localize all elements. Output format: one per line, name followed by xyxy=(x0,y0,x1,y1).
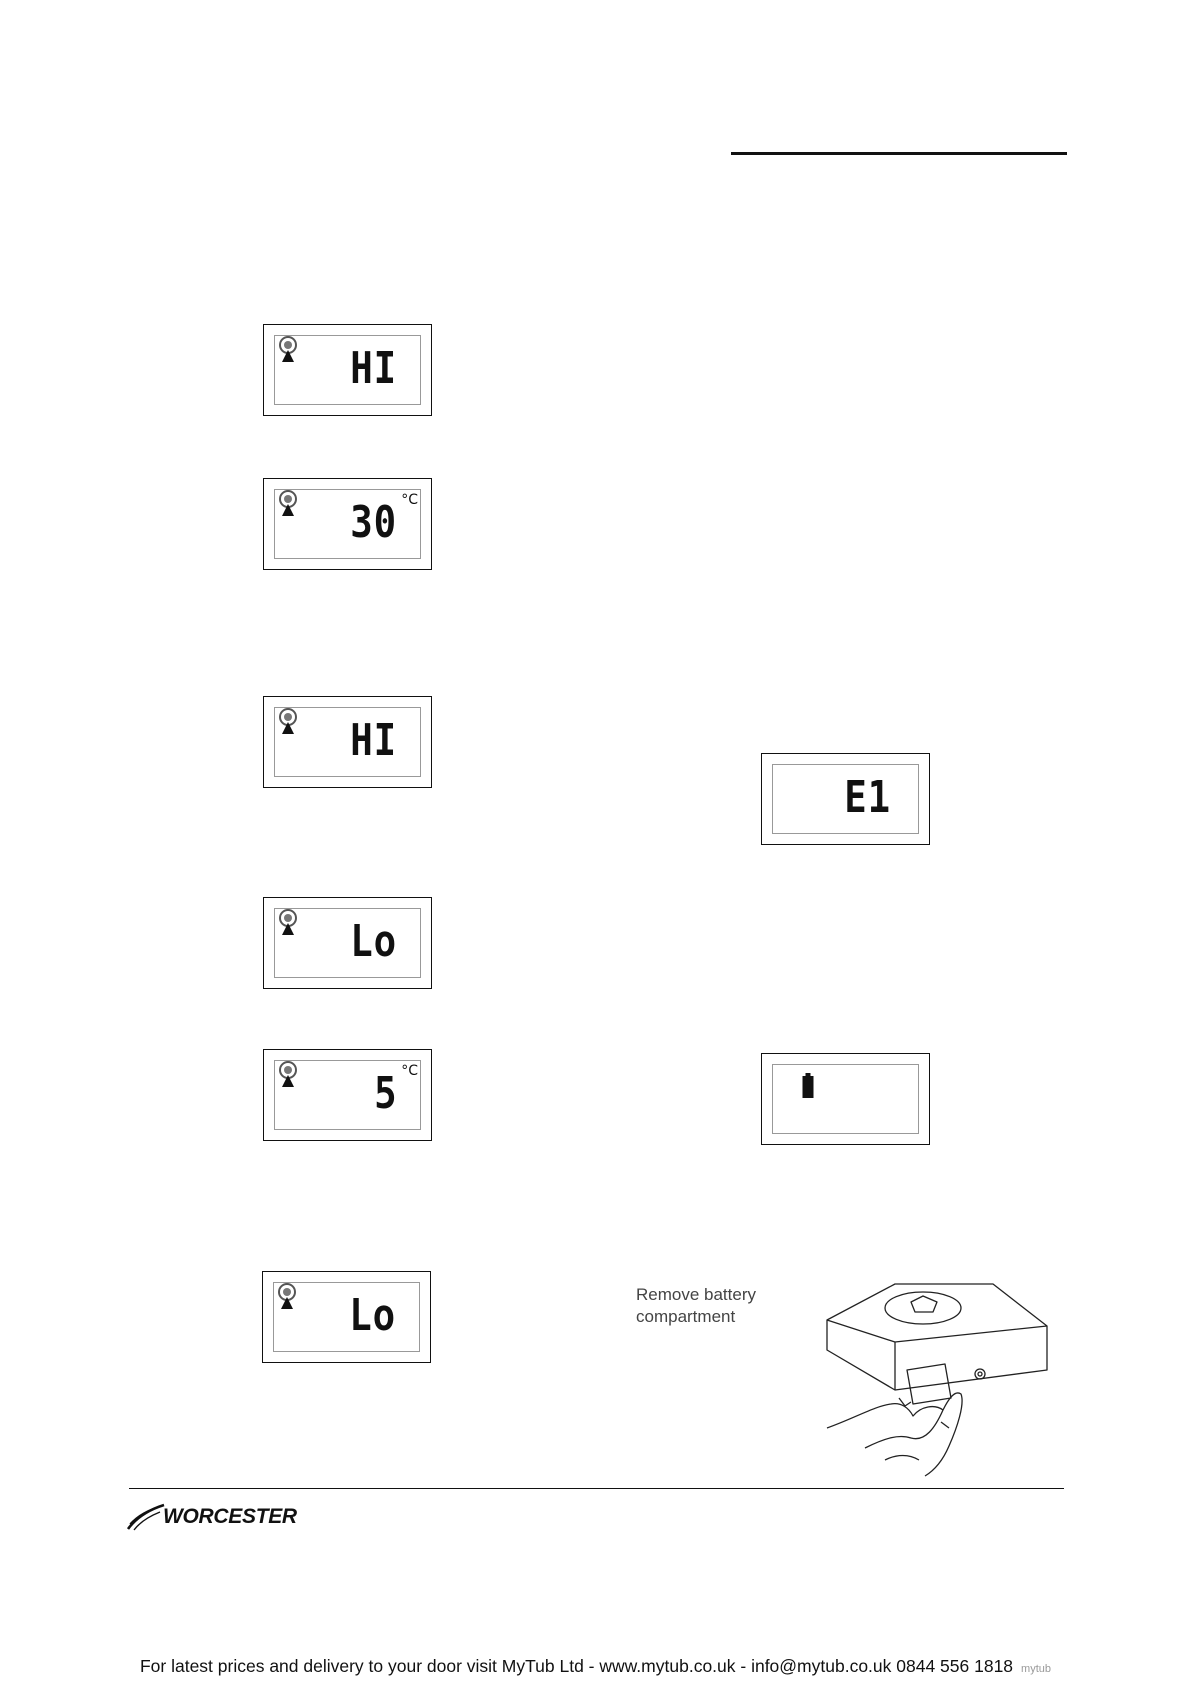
caption-line-2: compartment xyxy=(636,1307,736,1326)
footer-text: For latest prices and delivery to your door visit MyTub Ltd - www.mytub.co.uk - info@mytub.co.uk 0844 556 1818 xyxy=(139,1656,1014,1676)
lcd-display-lo xyxy=(263,897,432,989)
lcd-display-battery xyxy=(761,1053,930,1145)
lcd-display-lo-2 xyxy=(262,1271,431,1363)
battery-removal-illustration-icon xyxy=(825,1278,1051,1478)
lcd-display-hi xyxy=(263,324,432,416)
signal-icon xyxy=(277,490,299,520)
brand-name: WORCESTER xyxy=(163,1505,297,1528)
signal-icon xyxy=(277,1061,299,1091)
signal-icon xyxy=(277,336,299,366)
lcd-reading: HI xyxy=(350,343,397,394)
signal-icon xyxy=(276,1283,298,1313)
lcd-reading: Lo xyxy=(350,916,397,967)
lcd-reading: Lo xyxy=(349,1290,396,1341)
lcd-unit: °C xyxy=(401,1063,418,1079)
lcd-reading: 30 xyxy=(350,497,397,548)
page-mark: mytub xyxy=(1021,1663,1052,1675)
footer xyxy=(0,1656,1191,1677)
top-rule xyxy=(731,152,1067,155)
low-battery-icon xyxy=(802,1073,814,1099)
lcd-reading: HI xyxy=(350,715,397,766)
lcd-display-hi-2 xyxy=(263,696,432,788)
illustration-caption xyxy=(636,1284,816,1328)
lcd-reading: E1 xyxy=(844,772,891,823)
bottom-rule xyxy=(129,1488,1064,1489)
worcester-logo xyxy=(126,1502,296,1532)
lcd-display-error-e1 xyxy=(761,753,930,845)
worcester-swoosh-logo-icon xyxy=(126,1502,166,1532)
signal-icon xyxy=(277,909,299,939)
lcd-unit: °C xyxy=(401,492,418,508)
lcd-display-temp-30 xyxy=(263,478,432,570)
lcd-display-temp-5 xyxy=(263,1049,432,1141)
caption-line-1: Remove battery xyxy=(636,1285,756,1304)
lcd-reading: 5 xyxy=(373,1068,397,1119)
signal-icon xyxy=(277,708,299,738)
